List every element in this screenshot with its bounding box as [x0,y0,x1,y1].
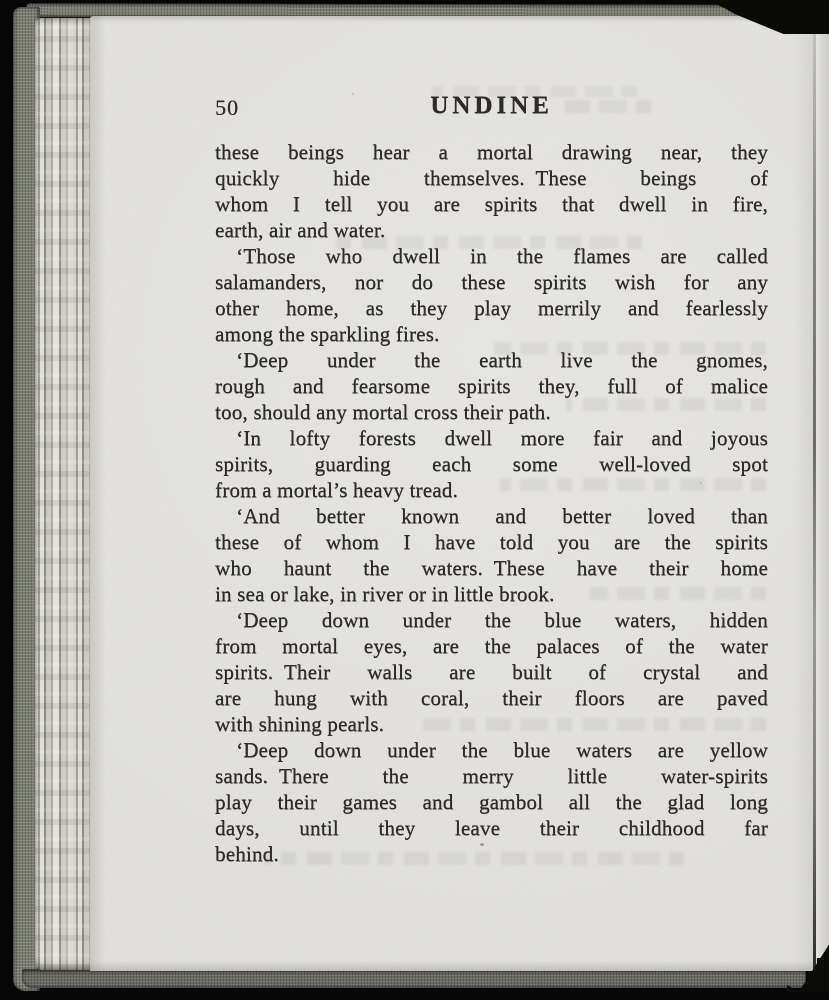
text-line: days, until they leave their childhood far [215,816,768,840]
text-block [215,139,768,867]
text-line: who haunt the waters. These have their home [215,556,768,580]
adjacent-page-edge [816,20,829,958]
text-line: ‘Deep down under the blue waters, hidden [236,608,768,632]
paragraph [215,347,768,425]
page-header [215,92,768,122]
page-number: 50 [215,95,239,120]
text-line: from mortal eyes, are the palaces of the water [215,634,768,658]
text-line: play their games and gambol all the glad long [215,790,768,814]
text-line: ‘And better known and better loved than [236,504,768,528]
text-line: these beings hear a mortal drawing near, they [215,140,768,164]
text-line: quickly hide themselves. These beings of [215,166,768,190]
text-line: in sea or lake, in river or in little brook. [215,582,555,606]
text-line: too, should any mortal cross their path. [215,400,551,424]
page-deckle-edges [35,18,95,970]
text-line: earth, air and water. [215,218,386,242]
text-line: are hung with coral, their floors are paved [215,686,768,710]
dust-speck [480,843,484,846]
paragraph [215,243,768,347]
text-line: ‘Those who dwell in the flames are called [236,244,768,268]
paragraph [215,425,768,503]
text-line: spirits, guarding each some well-loved spot [215,452,768,476]
paragraph [215,139,768,243]
text-line: from a mortal’s heavy tread. [215,478,458,502]
paragraph [215,737,768,867]
text-line: spirits. Their walls are built of crystal and [215,660,768,684]
text-line: sands. There the merry little water-spirits [215,764,768,788]
book-cover-bottom-edge [22,969,806,988]
text-line: behind. [215,842,279,866]
paragraph [215,607,768,737]
running-title: UNDINE [430,92,553,119]
text-line: among the sparkling fires. [215,322,440,346]
text-line: ‘Deep down under the blue waters are yellow [236,738,768,762]
text-line: with shining pearls. [215,712,385,736]
text-line: other home, as they play merrily and fearlessly [215,296,768,320]
text-line: ‘In lofty forests dwell more fair and joyous [236,426,768,450]
text-line: these of whom I have told you are the spirits [215,530,768,554]
dust-speck [352,93,354,95]
text-line: ‘Deep under the earth live the gnomes, [236,348,768,372]
text-line: whom I tell you are spirits that dwell in fire, [215,192,768,216]
text-line: salamanders, nor do these spirits wish for any [215,270,768,294]
dust-speck [700,482,702,484]
text-line: rough and fearsome spirits they, full of malice [215,374,768,398]
paragraph [215,503,768,607]
